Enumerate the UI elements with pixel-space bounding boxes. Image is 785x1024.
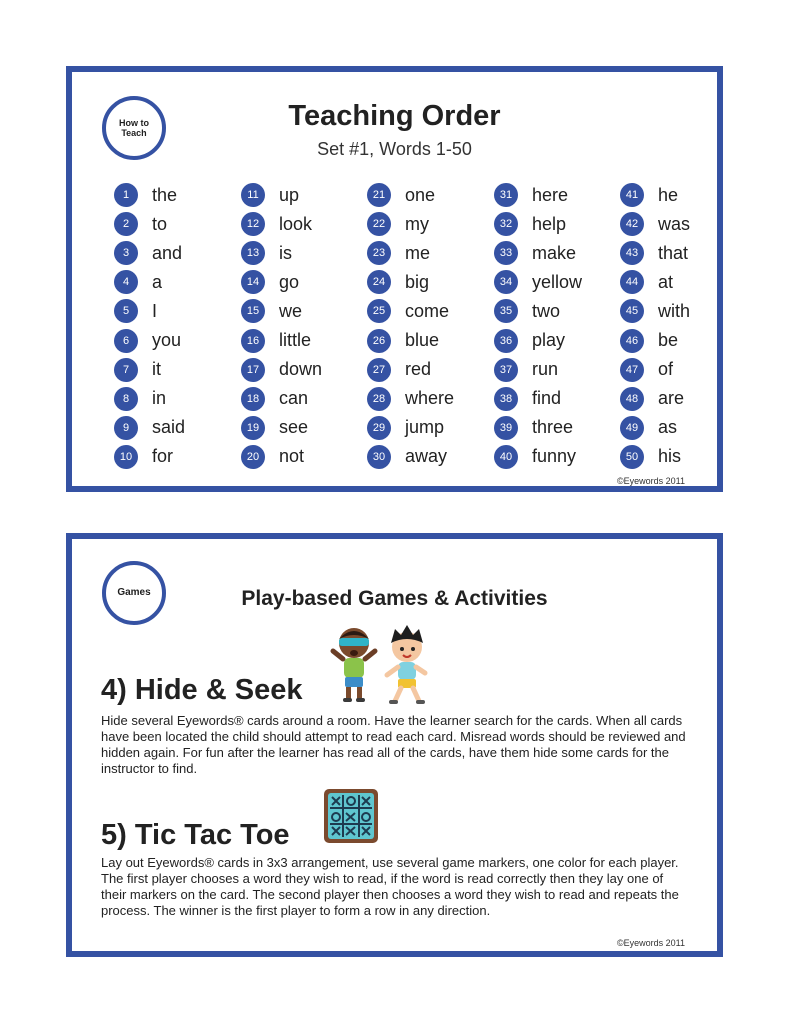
sight-word: with (658, 300, 691, 321)
word-number-badge: 49 (620, 416, 644, 440)
sight-word: I (152, 300, 158, 321)
word-list-item (367, 211, 429, 237)
word-number-badge: 9 (114, 416, 138, 440)
word-list-item (494, 386, 561, 412)
word-list-item (620, 386, 684, 412)
word-list-item (620, 357, 673, 383)
word-list-item (620, 182, 678, 208)
word-number-badge: 37 (494, 358, 518, 382)
word-number-badge: 35 (494, 299, 518, 323)
sight-word: in (152, 388, 167, 409)
word-list-item (114, 328, 181, 354)
word-list-item (241, 298, 302, 324)
sight-word: where (405, 388, 455, 409)
sight-word: red (405, 359, 432, 380)
sight-word: at (658, 271, 674, 292)
sight-word: up (279, 184, 300, 205)
word-list-item (241, 240, 292, 266)
sight-word: two (532, 300, 561, 321)
sight-word: is (279, 242, 292, 263)
word-number-badge: 48 (620, 387, 644, 411)
sight-word: three (532, 417, 574, 438)
sight-word: a (152, 271, 163, 292)
word-number-badge: 45 (620, 299, 644, 323)
word-list-item (494, 444, 576, 470)
word-list-item (241, 415, 308, 441)
word-list-item (367, 240, 430, 266)
kid-left (333, 628, 375, 702)
sight-word: here (532, 184, 569, 205)
word-number-badge: 20 (241, 445, 265, 469)
word-number-badge: 30 (367, 445, 391, 469)
sight-word: go (279, 271, 300, 292)
teaching-order-card (66, 66, 723, 492)
copyright-text: ©Eyewords 2011 (616, 476, 685, 486)
sight-word: funny (532, 446, 577, 467)
games-card (66, 533, 723, 957)
word-number-badge: 41 (620, 183, 644, 207)
sight-word: make (532, 242, 577, 263)
page-subtitle: Set #1, Words 1-50 (317, 139, 472, 159)
word-number-badge: 28 (367, 387, 391, 411)
sight-word: see (279, 417, 309, 438)
children-playing-illustration (325, 621, 437, 713)
word-list-item (367, 298, 449, 324)
sight-word: little (279, 330, 312, 350)
word-number-badge: 2 (114, 212, 138, 236)
word-number-badge: 36 (494, 329, 518, 353)
sight-word: it (152, 359, 161, 380)
word-list-item (114, 415, 185, 441)
word-number-badge: 10 (114, 445, 138, 469)
sight-word: for (152, 446, 174, 467)
word-list-item (114, 269, 162, 295)
sight-word: you (152, 330, 182, 350)
word-list-item (114, 444, 173, 470)
sight-word: jump (405, 417, 445, 438)
word-list-item (620, 415, 677, 441)
sight-word: and (152, 242, 183, 263)
word-list-item (241, 182, 299, 208)
word-list-item (494, 298, 560, 324)
word-list-item (114, 240, 182, 266)
word-list-item (241, 328, 311, 354)
sight-word: his (658, 446, 682, 467)
word-number-badge: 32 (494, 212, 518, 236)
sight-word: down (279, 359, 323, 380)
sight-word: of (658, 359, 674, 380)
kid-right (387, 625, 425, 704)
sight-word: are (658, 388, 685, 409)
word-list-item (367, 357, 431, 383)
word-list-item (620, 444, 681, 470)
word-list-item (241, 357, 322, 383)
word-number-badge: 46 (620, 329, 644, 353)
word-list-item (367, 182, 435, 208)
word-list-item (494, 415, 573, 441)
word-number-badge: 29 (367, 416, 391, 440)
word-number-badge: 8 (114, 387, 138, 411)
word-number-badge: 50 (620, 445, 644, 469)
word-list-item (114, 357, 161, 383)
sight-word: yellow (532, 271, 583, 292)
tic-tac-toe-heading: 5) Tic Tac Toe (101, 819, 290, 851)
sight-word: the (152, 184, 178, 205)
sight-word: not (279, 446, 305, 467)
word-number-badge: 6 (114, 329, 138, 353)
hide-and-seek-description: Hide several Eyewords® cards around a room. Have the learner search for the cards. When all cards have been located the child should attempt to read each card. Misread words should be reviewed and hidden again. For fun after the learner has read all of the cards, have them hide some cards for the instructor to find. (101, 713, 686, 776)
word-list-item (494, 357, 558, 383)
word-number-badge: 25 (367, 299, 391, 323)
word-list-item (367, 415, 444, 441)
word-list-item (620, 211, 690, 237)
word-number-badge: 33 (494, 241, 518, 265)
word-number-badge: 34 (494, 270, 518, 294)
page-title: Teaching Order (288, 100, 501, 132)
word-number-badge: 7 (114, 358, 138, 382)
word-number-badge: 5 (114, 299, 138, 323)
word-number-badge: 43 (620, 241, 644, 265)
word-list-item (367, 269, 429, 295)
word-list-item (241, 211, 312, 237)
word-number-badge: 39 (494, 416, 518, 440)
sight-word: he (658, 184, 679, 205)
how-to-teach-badge: How to Teach (102, 96, 166, 160)
word-number-badge: 26 (367, 329, 391, 353)
word-list-item (620, 328, 678, 354)
tic-tac-toe-board-icon (322, 787, 380, 845)
word-number-badge: 38 (494, 387, 518, 411)
word-number-badge: 42 (620, 212, 644, 236)
games-badge: Games (102, 561, 166, 625)
word-number-badge: 15 (241, 299, 265, 323)
sight-word: big (405, 271, 430, 292)
word-list-item (620, 269, 673, 295)
sight-word: to (152, 213, 168, 234)
word-number-badge: 19 (241, 416, 265, 440)
word-list-item (620, 240, 688, 266)
sight-word: play (532, 330, 566, 350)
word-number-badge: 23 (367, 241, 391, 265)
word-number-badge: 27 (367, 358, 391, 382)
word-number-badge: 12 (241, 212, 265, 236)
games-title: Play-based Games & Activities (241, 587, 548, 610)
hide-and-seek-heading: 4) Hide & Seek (101, 674, 303, 706)
word-number-badge: 1 (114, 183, 138, 207)
word-number-badge: 21 (367, 183, 391, 207)
sight-word: as (658, 417, 678, 438)
word-number-badge: 14 (241, 270, 265, 294)
word-list-item (367, 444, 447, 470)
sight-word: my (405, 213, 429, 234)
word-number-badge: 4 (114, 270, 138, 294)
sight-word: said (152, 417, 186, 438)
sight-word: one (405, 184, 436, 205)
word-list-item (114, 298, 157, 324)
sight-word: come (405, 300, 450, 321)
word-number-badge: 22 (367, 212, 391, 236)
word-number-badge: 31 (494, 183, 518, 207)
sight-word: can (279, 388, 309, 409)
sight-word: away (405, 446, 448, 467)
sight-word: find (532, 388, 562, 409)
sight-word: look (279, 213, 313, 234)
word-number-badge: 3 (114, 241, 138, 265)
word-number-badge: 16 (241, 329, 265, 353)
word-list-item (620, 298, 690, 324)
word-number-badge: 40 (494, 445, 518, 469)
word-list-item (494, 240, 576, 266)
sight-word: blue (405, 330, 440, 350)
word-number-badge: 47 (620, 358, 644, 382)
sight-word: me (405, 242, 431, 263)
sight-word: help (532, 213, 567, 234)
word-number-badge: 11 (241, 183, 265, 207)
sight-word: run (532, 359, 559, 380)
sight-word: be (658, 330, 679, 350)
word-list-item (494, 211, 566, 237)
word-number-badge: 24 (367, 270, 391, 294)
word-number-badge: 13 (241, 241, 265, 265)
word-list-item (241, 269, 299, 295)
word-list-item (367, 386, 454, 412)
word-number-badge: 44 (620, 270, 644, 294)
word-list-item (494, 328, 565, 354)
tic-tac-toe-description: Lay out Eyewords® cards in 3x3 arrangement, use several game markers, one color for each player. The first player chooses a word they wish to read, if the word is read correctly then they lay one of their markers on the card. The second player then chooses a word they wish to read and repeats the process. The winner is the first player to form a row in any direction. (101, 855, 679, 918)
word-list-item (114, 386, 166, 412)
word-number-badge: 18 (241, 387, 265, 411)
word-list-item (114, 182, 177, 208)
word-list-item (494, 182, 568, 208)
word-list-item (114, 211, 167, 237)
sight-word: that (658, 242, 689, 263)
word-list-item (494, 269, 582, 295)
sight-word: we (279, 300, 303, 321)
word-list-item (241, 386, 308, 412)
word-list-item (241, 444, 304, 470)
copyright-text: ©Eyewords 2011 (616, 938, 685, 948)
word-number-badge: 17 (241, 358, 265, 382)
sight-word: was (658, 213, 691, 234)
word-list-item (367, 328, 439, 354)
